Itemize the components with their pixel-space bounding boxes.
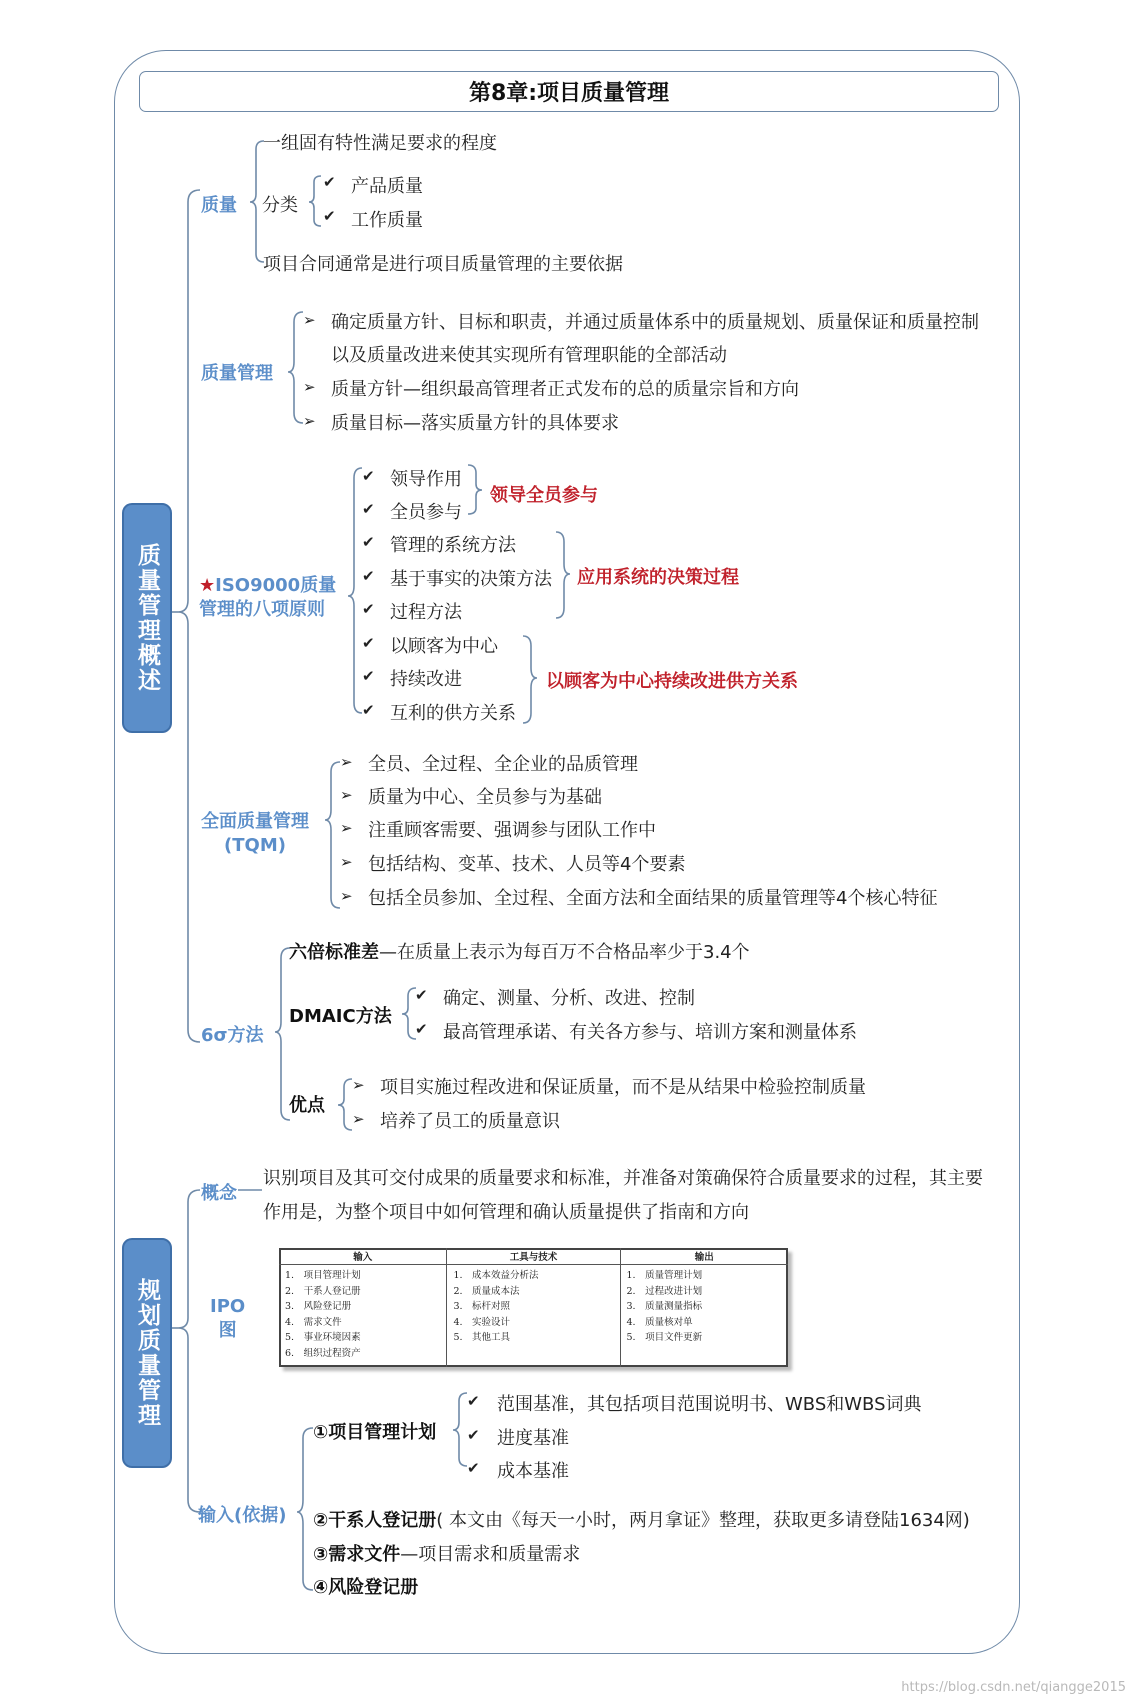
dmaic-item: 确定、测量、分析、改进、控制 xyxy=(443,988,695,1009)
six-sigma-label: 六倍标准差 xyxy=(289,942,379,963)
advantage-item: 项目实施过程改进和保证质量，而不是从结果中检验控制质量 xyxy=(380,1077,866,1098)
ipo-item: 4. 需求文件 xyxy=(285,1316,342,1328)
six-sigma-desc: —在质量上表示为每百万不合格品率少于3.4个 xyxy=(379,942,750,963)
check-icon: ✔ xyxy=(415,986,428,1004)
section-planning-label: 规划质量管理 xyxy=(122,1238,172,1468)
ipo-tools-cell xyxy=(447,1265,620,1368)
check-icon: ✔ xyxy=(323,207,336,225)
arrow-bullet-icon: ➢ xyxy=(303,378,316,396)
watermark: https://blog.csdn.net/qiangge2015 xyxy=(901,1680,1126,1695)
check-icon: ✔ xyxy=(467,1392,480,1410)
check-icon: ✔ xyxy=(362,600,375,618)
ipo-item: 3. 标杆对照 xyxy=(453,1301,511,1312)
star-icon: ★ xyxy=(199,575,216,596)
classification-label: 分类 xyxy=(262,195,298,216)
ipo-item: 2. 质量成本法 xyxy=(453,1285,520,1297)
ipo-header: 输入 xyxy=(279,1248,447,1265)
advantage-item: 培养了员工的质量意识 xyxy=(380,1111,560,1132)
page-title: 第8章:项目质量管理 xyxy=(139,71,999,112)
principle-item: 基于事实的决策方法 xyxy=(390,569,552,590)
check-icon: ✔ xyxy=(362,634,375,652)
tqm-item: 全员、全过程、全企业的品质管理 xyxy=(368,754,638,775)
principle-group: 领导全员参与 xyxy=(490,485,598,506)
ipo-item: 5. 其他工具 xyxy=(453,1332,511,1343)
principle-item: 过程方法 xyxy=(390,602,462,623)
tqm-label-line2: (TQM) xyxy=(224,835,286,856)
qm-item: 以及质量改进来使其实现所有管理职能的全部活动 xyxy=(331,345,727,366)
tqm-item: 注重顾客需要、强调参与团队工作中 xyxy=(368,820,656,841)
stakeholder-register xyxy=(313,1506,970,1532)
ipo-item: 1. 项目管理计划 xyxy=(285,1270,361,1281)
ipo-label-line1: IPO xyxy=(210,1296,246,1317)
principle-item: 持续改进 xyxy=(390,669,462,690)
arrow-bullet-icon: ➢ xyxy=(340,819,353,837)
ipo-item: 3. 质量测量指标 xyxy=(626,1301,703,1312)
tqm-node xyxy=(201,810,309,858)
dmaic-item: 最高管理承诺、有关各方参与、培训方案和测量体系 xyxy=(443,1022,857,1043)
arrow-bullet-icon: ➢ xyxy=(303,311,316,329)
qm-item: 确定质量方针、目标和职责，并通过质量体系中的质量规划、质量保证和质量控制 xyxy=(331,312,979,333)
check-icon: ✔ xyxy=(467,1459,480,1477)
ipo-item: 6. 组织过程资产 xyxy=(285,1347,361,1359)
tqm-item: 包括全员参加、全过程、全面方法和全面结果的质量管理等4个核心特征 xyxy=(368,888,938,909)
six-sigma-definition xyxy=(289,938,750,964)
quality-node: 质量 xyxy=(201,195,237,216)
iso9000-label-line1: ISO9000质量 xyxy=(215,575,337,596)
dmaic-label: DMAIC方法 xyxy=(289,1006,392,1027)
ipo-item: 1. 质量管理计划 xyxy=(626,1270,703,1281)
check-icon: ✔ xyxy=(362,701,375,719)
principle-item: 互利的供方关系 xyxy=(390,703,516,724)
ipo-item: 5. 项目文件更新 xyxy=(626,1332,703,1343)
ipo-item: 1. 成本效益分析法 xyxy=(453,1270,539,1281)
principle-group: 应用系统的决策过程 xyxy=(577,567,739,588)
tqm-item: 质量为中心、全员参与为基础 xyxy=(368,787,602,808)
stakeholder-note: ( 本文由《每天一小时，两月拿证》整理，获取更多请登陆1634网) xyxy=(436,1510,970,1531)
quality-definition: 一组固有特性满足要求的程度 xyxy=(263,133,497,154)
principle-item: 管理的系统方法 xyxy=(390,535,516,556)
check-icon: ✔ xyxy=(362,667,375,685)
ipo-inputs-cell xyxy=(279,1265,447,1368)
stakeholder-label: ②干系人登记册 xyxy=(313,1510,437,1531)
ipo-item: 3. 风险登记册 xyxy=(285,1301,352,1312)
arrow-bullet-icon: ➢ xyxy=(352,1110,365,1128)
ipo-item: 5. 事业环境因素 xyxy=(285,1332,361,1343)
risk-register-label: ④风险登记册 xyxy=(313,1577,419,1598)
arrow-bullet-icon: ➢ xyxy=(340,853,353,871)
concept-line: 识别项目及其可交付成果的质量要求和标准，并准备对策确保符合质量要求的过程，其主要 xyxy=(263,1168,983,1189)
qm-item: 质量目标—落实质量方针的具体要求 xyxy=(331,413,619,434)
quality-basis: 项目合同通常是进行项目质量管理的主要依据 xyxy=(263,254,623,275)
six-sigma-node: 6σ方法 xyxy=(201,1025,264,1046)
principle-group: 以顾客为中心持续改进供方关系 xyxy=(546,671,798,692)
principle-item: 全员参与 xyxy=(390,502,462,523)
ipo-outputs-cell xyxy=(620,1265,788,1368)
ipo-node xyxy=(210,1295,245,1343)
iso9000-label-line2: 管理的八项原则 xyxy=(199,599,325,620)
section-overview-label: 质量管理概述 xyxy=(122,503,172,733)
principle-item: 领导作用 xyxy=(390,469,462,490)
arrow-bullet-icon: ➢ xyxy=(303,412,316,430)
check-icon: ✔ xyxy=(362,500,375,518)
classification-item: 产品质量 xyxy=(351,176,423,197)
ipo-label-line2: 图 xyxy=(218,1320,237,1341)
ipo-header: 输出 xyxy=(620,1248,788,1265)
classification-item: 工作质量 xyxy=(351,210,423,231)
check-icon: ✔ xyxy=(415,1020,428,1038)
arrow-bullet-icon: ➢ xyxy=(340,786,353,804)
arrow-bullet-icon: ➢ xyxy=(352,1076,365,1094)
ipo-header: 工具与技术 xyxy=(447,1248,620,1265)
inputs-node: 输入(依据) xyxy=(198,1505,287,1526)
pmp-item: 成本基准 xyxy=(497,1461,569,1482)
ipo-item: 4. 质量核对单 xyxy=(626,1316,693,1328)
check-icon: ✔ xyxy=(362,467,375,485)
ipo-item: 2. 过程改进计划 xyxy=(626,1285,703,1297)
arrow-bullet-icon: ➢ xyxy=(340,753,353,771)
iso9000-node xyxy=(199,574,336,622)
concept-line: 作用是，为整个项目中如何管理和确认质量提供了指南和方向 xyxy=(263,1202,749,1223)
ipo-item: 4. 实验设计 xyxy=(453,1316,511,1328)
requirements-doc xyxy=(313,1540,580,1566)
pmp-item: 范围基准，其包括项目范围说明书、WBS和WBS词典 xyxy=(497,1394,922,1415)
pmp-item: 进度基准 xyxy=(497,1428,569,1449)
advantages-label: 优点 xyxy=(289,1095,325,1116)
principle-item: 以顾客为中心 xyxy=(390,636,498,657)
arrow-bullet-icon: ➢ xyxy=(340,887,353,905)
check-icon: ✔ xyxy=(362,533,375,551)
check-icon: ✔ xyxy=(323,173,336,191)
quality-management-node: 质量管理 xyxy=(201,363,273,384)
check-icon: ✔ xyxy=(362,567,375,585)
requirements-desc: —项目需求和质量需求 xyxy=(400,1544,581,1565)
ipo-table xyxy=(279,1248,788,1367)
check-icon: ✔ xyxy=(467,1426,480,1444)
concept-node: 概念 xyxy=(201,1183,237,1204)
project-mgmt-plan-label: ①项目管理计划 xyxy=(313,1422,437,1443)
tqm-label-line1: 全面质量管理 xyxy=(201,811,309,832)
qm-item: 质量方针—组织最高管理者正式发布的总的质量宗旨和方向 xyxy=(331,379,799,400)
tqm-item: 包括结构、变革、技术、人员等4个要素 xyxy=(368,854,686,875)
requirements-label: ③需求文件 xyxy=(313,1544,401,1565)
ipo-item: 2. 干系人登记册 xyxy=(285,1285,361,1297)
